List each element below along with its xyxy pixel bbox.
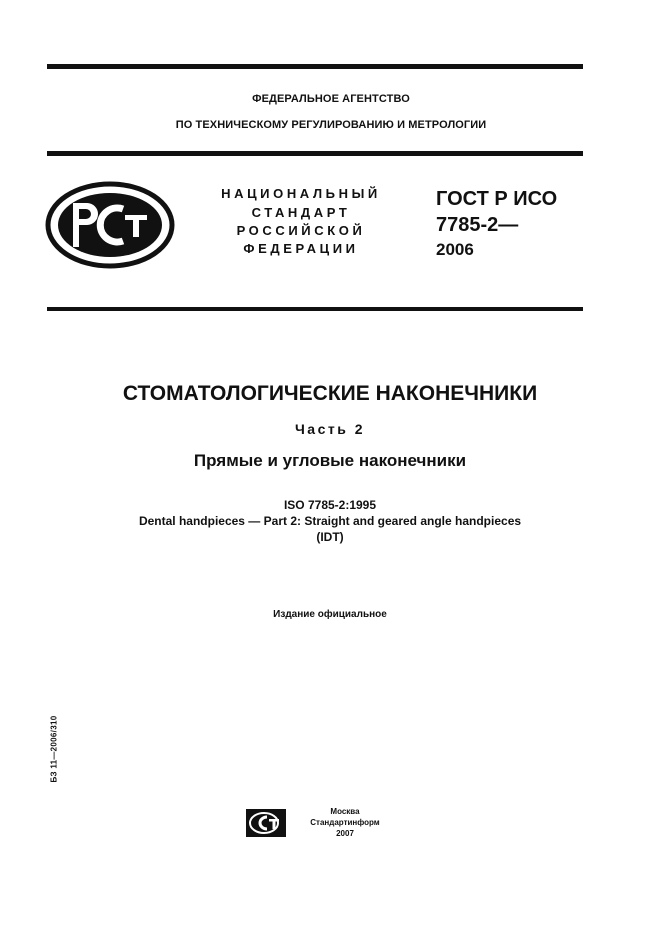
designation-line-1: ГОСТ Р ИСО bbox=[436, 188, 558, 210]
publisher-name: Стандартинформ bbox=[310, 818, 380, 827]
side-code: БЗ 11—2006/310 bbox=[49, 715, 59, 783]
section-rule bbox=[47, 307, 583, 311]
document-part: Часть 2 bbox=[294, 421, 366, 437]
designation-line-3: 2006 bbox=[436, 240, 474, 259]
standard-type-line-4: ФЕДЕРАЦИИ bbox=[243, 241, 359, 256]
standard-type-line-3: РОССИЙСКОЙ bbox=[236, 223, 366, 238]
document-title: СТОМАТОЛОГИЧЕСКИЕ НАКОНЕЧНИКИ bbox=[122, 382, 538, 405]
rst-logo-icon bbox=[45, 181, 175, 269]
edition-label: Издание официальное bbox=[273, 609, 387, 620]
document-subtitle: Прямые и угловые наконечники bbox=[193, 451, 467, 470]
iso-title: Dental handpieces — Part 2: Straight and geared angle handpieces bbox=[138, 514, 522, 528]
publisher-city: Москва bbox=[330, 807, 360, 816]
top-rule bbox=[47, 64, 583, 69]
standartinform-logo-icon bbox=[245, 808, 287, 838]
header-rule bbox=[47, 151, 583, 156]
standard-type-line-1: НАЦИОНАЛЬНЫЙ bbox=[221, 186, 381, 201]
standard-type-line-2: СТАНДАРТ bbox=[251, 205, 351, 220]
agency-name-line-2: ПО ТЕХНИЧЕСКОМУ РЕГУЛИРОВАНИЮ И МЕТРОЛОГИИ bbox=[175, 119, 487, 131]
iso-identity: (IDT) bbox=[316, 530, 344, 544]
designation-line-2: 7785-2— bbox=[436, 214, 519, 236]
iso-number: ISO 7785-2:1995 bbox=[283, 498, 377, 512]
publisher-year: 2007 bbox=[336, 829, 354, 838]
agency-name-line-1: ФЕДЕРАЛЬНОЕ АГЕНТСТВО bbox=[252, 93, 410, 105]
